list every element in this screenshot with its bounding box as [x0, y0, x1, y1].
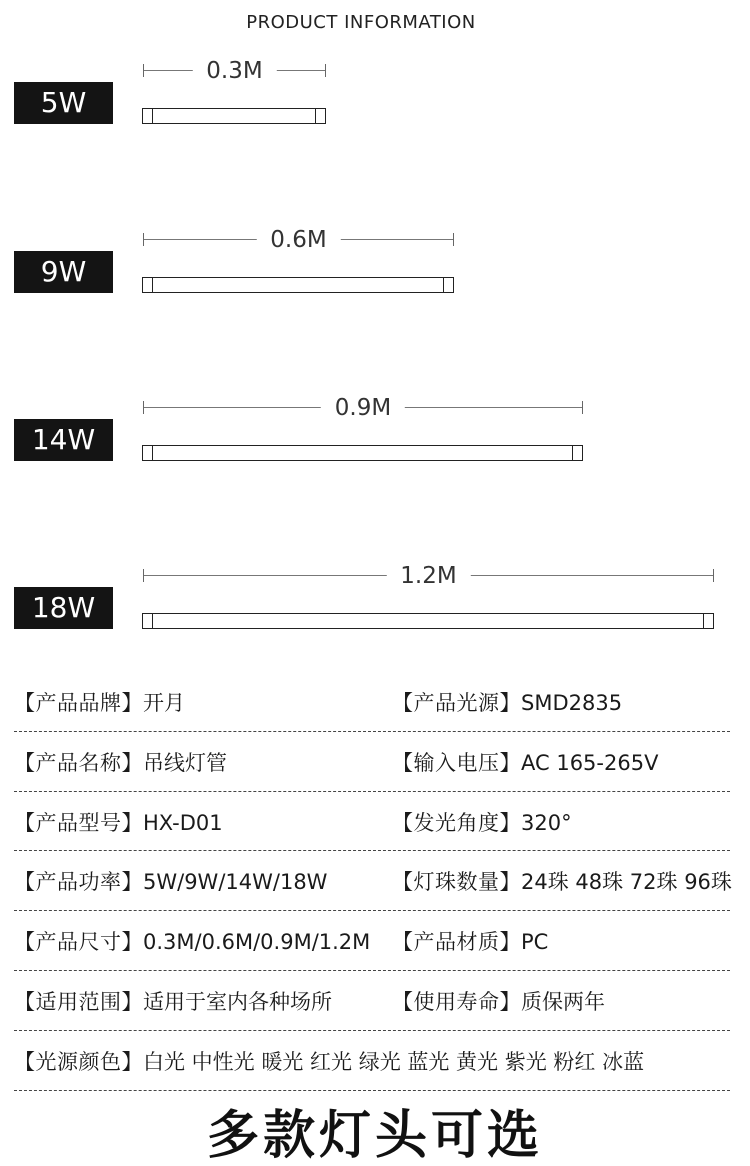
spec-key: 【适用范围】	[14, 989, 143, 1014]
tube-row-14w	[0, 397, 750, 477]
spec-row	[14, 971, 730, 1031]
spec-item	[14, 1049, 644, 1075]
spec-key: 【产品尺寸】	[14, 930, 143, 955]
spec-row	[14, 851, 730, 911]
wattage-badge: 14W	[14, 419, 113, 461]
spec-value: 320°	[521, 810, 572, 835]
spec-value: PC	[521, 930, 549, 955]
tube-illustration	[142, 277, 454, 293]
section-heading: 多款灯头可选	[206, 1106, 543, 1166]
spec-item	[14, 750, 227, 776]
spec-item	[392, 690, 622, 716]
spec-key: 【使用寿命】	[392, 989, 521, 1014]
spec-item	[392, 929, 548, 955]
page-title: PRODUCT INFORMATION	[246, 12, 476, 33]
spec-value: 白光 中性光 暖光 红光 绿光 蓝光 黄光 紫光 粉红 冰蓝	[143, 1049, 645, 1074]
spec-key: 【发光角度】	[392, 810, 521, 835]
spec-item	[14, 869, 327, 895]
wattage-badge: 9W	[14, 251, 113, 293]
spec-key: 【光源颜色】	[14, 1049, 143, 1074]
length-dimension	[143, 397, 583, 419]
spec-key: 【产品光源】	[392, 691, 521, 715]
length-dimension	[143, 60, 326, 82]
tube-row-18w	[0, 565, 750, 645]
spec-key: 【输入电压】	[392, 750, 521, 775]
spec-row	[14, 672, 730, 732]
spec-item	[392, 869, 732, 895]
spec-row	[14, 911, 730, 971]
length-label: 0.3M	[192, 60, 276, 82]
length-dimension	[143, 229, 454, 251]
spec-key: 【灯珠数量】	[392, 870, 521, 895]
spec-row	[14, 792, 730, 852]
length-label: 1.2M	[386, 565, 470, 587]
spec-value: 0.3M/0.6M/0.9M/1.2M	[143, 930, 371, 955]
spec-item	[14, 989, 332, 1015]
spec-key: 【产品品牌】	[14, 691, 143, 715]
spec-key: 【产品名称】	[14, 750, 143, 775]
spec-item	[392, 989, 605, 1015]
tube-illustration	[142, 445, 583, 461]
spec-key: 【产品功率】	[14, 870, 143, 895]
spec-value: SMD2835	[521, 691, 623, 715]
spec-item	[392, 750, 658, 776]
spec-value: 质保两年	[521, 989, 605, 1014]
spec-value: 24珠 48珠 72珠 96珠	[521, 870, 732, 895]
spec-key: 【产品材质】	[392, 930, 521, 955]
tube-row-9w	[0, 229, 750, 309]
length-label: 0.9M	[321, 397, 405, 419]
spec-value: 5W/9W/14W/18W	[143, 870, 328, 895]
spec-row-colors	[14, 1031, 730, 1091]
spec-key: 【产品型号】	[14, 810, 143, 835]
spec-value: HX-D01	[143, 810, 223, 835]
spec-item	[14, 929, 370, 955]
spec-value: 开月	[143, 691, 185, 715]
spec-value: 吊线灯管	[143, 750, 227, 775]
wattage-badge: 5W	[14, 82, 113, 124]
spec-value: AC 165-265V	[521, 750, 659, 775]
tube-row-5w	[0, 60, 750, 140]
wattage-badge: 18W	[14, 587, 113, 629]
spec-item	[14, 810, 223, 836]
spec-row	[14, 732, 730, 792]
tube-illustration	[142, 613, 714, 629]
length-dimension	[143, 565, 714, 587]
spec-table	[14, 672, 730, 1091]
tube-illustration	[142, 108, 326, 124]
length-label: 0.6M	[256, 229, 340, 251]
spec-item	[392, 810, 572, 836]
spec-item	[14, 690, 185, 716]
spec-value: 适用于室内各种场所	[143, 989, 332, 1014]
